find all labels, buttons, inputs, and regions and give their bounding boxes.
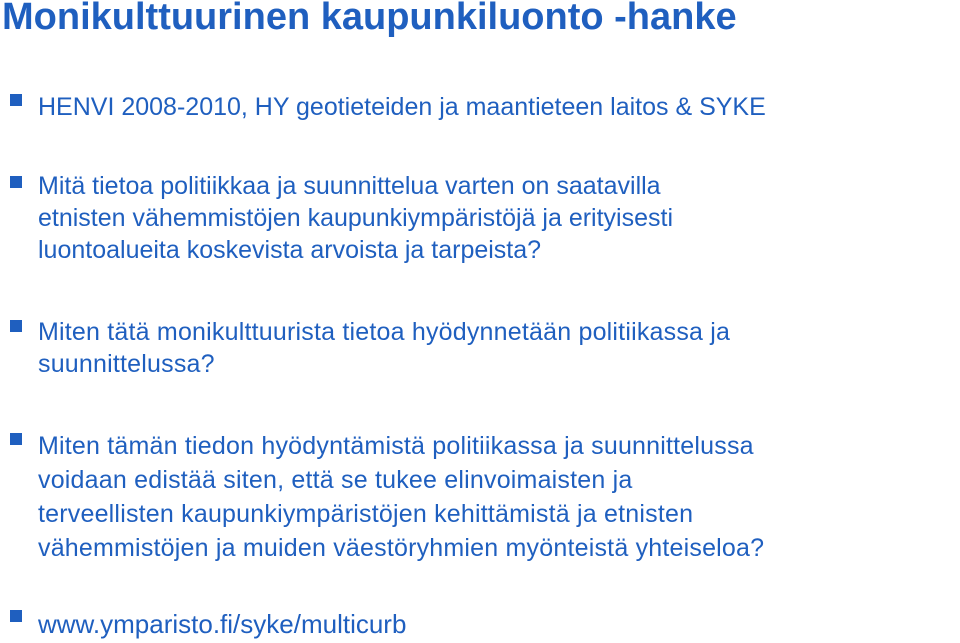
project-link[interactable]: www.ymparisto.fi/syke/multicurb	[38, 609, 407, 639]
bullet-text: Miten tätä monikulttuurista tietoa hyödynnetään politiikassa ja suunnittelussa?	[38, 318, 731, 378]
square-bullet-icon	[10, 320, 22, 332]
square-bullet-icon	[10, 176, 22, 188]
bullet-text: HENVI 2008-2010, HY geotieteiden ja maantieteen laitos & SYKE	[38, 93, 766, 121]
bullet-text: Mitä tietoa politiikkaa ja suunnittelua varten on saatavilla etnisten vähemmistöjen kaupunkiympäristöjä ja erityisesti luontoalueita koskevista arvoista ja tarpeista?	[38, 172, 674, 264]
square-bullet-icon	[10, 610, 22, 622]
square-bullet-icon	[10, 433, 22, 445]
square-bullet-icon	[10, 94, 22, 106]
slide-title: Monikulttuurinen kaupunkiluonto -hanke	[2, 0, 737, 38]
bullet-text: Miten tämän tiedon hyödyntämistä politiikassa ja suunnittelussa voidaan edistää siten, että se tukee elinvoimaisten ja terveellisten kaupunkiympäristöjen kehittämistä ja etnisten vähemmistöjen ja muiden väestöryhmien myönteistä yhteiseloa?	[38, 432, 765, 562]
